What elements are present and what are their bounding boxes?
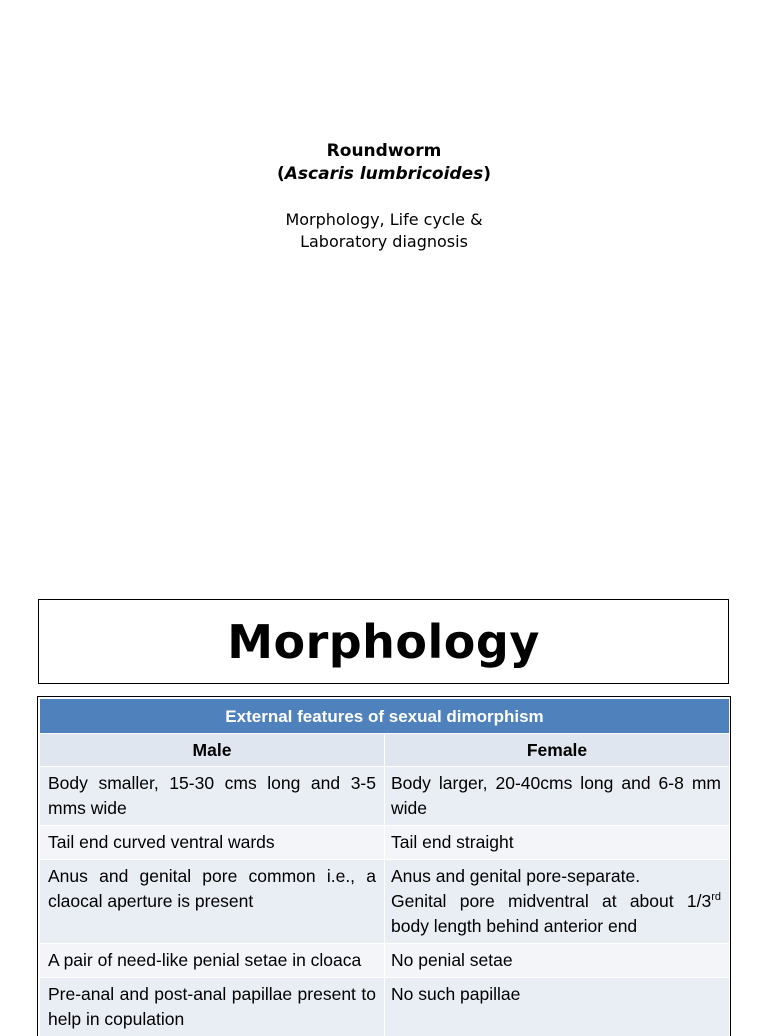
morphology-heading-box xyxy=(38,599,729,684)
female-cell xyxy=(385,860,730,944)
table-row xyxy=(40,944,729,978)
scientific-name-close-paren: ) xyxy=(483,164,491,184)
morphology-heading: Morphology xyxy=(227,615,540,669)
scientific-name-text: Ascaris lumbricoides xyxy=(285,164,484,184)
male-cell: Body smaller, 15-30 cms long and 3-5 mms wide xyxy=(40,767,385,826)
female-cell: No penial setae xyxy=(385,944,730,978)
female-cell-line-2-text: Genital pore midventral at about 1/3 xyxy=(391,891,711,911)
female-cell-line-2-rest: body length behind anterior end xyxy=(391,916,637,936)
scientific-name-open-paren: ( xyxy=(277,164,285,184)
female-cell: No such papillae xyxy=(385,978,730,1036)
table-row xyxy=(40,767,729,826)
dimorphism-table xyxy=(40,699,729,1036)
female-cell: Tail end straight xyxy=(385,826,730,860)
table-row xyxy=(40,826,729,860)
column-header-female: Female xyxy=(385,734,730,767)
female-cell: Body larger, 20-40cms long and 6-8 mm wide xyxy=(385,767,730,826)
slide-title: Roundworm xyxy=(0,140,768,163)
subtitle-line-2: Laboratory diagnosis xyxy=(0,231,768,253)
title-block xyxy=(0,140,768,253)
scientific-name xyxy=(0,163,768,186)
male-cell: Pre-anal and post-anal papillae present to help in copulation xyxy=(40,978,385,1036)
column-header-male: Male xyxy=(40,734,385,767)
slide-subtitle xyxy=(0,209,768,253)
table-row xyxy=(40,978,729,1036)
male-cell: Tail end curved ventral wards xyxy=(40,826,385,860)
female-cell-line-2 xyxy=(391,889,721,939)
ordinal-superscript: rd xyxy=(711,891,721,903)
table-caption: External features of sexual dimorphism xyxy=(40,699,729,734)
dimorphism-table-frame xyxy=(37,696,731,1036)
female-cell-line-1: Anus and genital pore-separate. xyxy=(391,864,721,889)
male-cell: A pair of need-like penial setae in cloaca xyxy=(40,944,385,978)
table-row xyxy=(40,860,729,944)
male-cell: Anus and genital pore common i.e., a claocal aperture is present xyxy=(40,860,385,944)
subtitle-line-1: Morphology, Life cycle & xyxy=(0,209,768,231)
